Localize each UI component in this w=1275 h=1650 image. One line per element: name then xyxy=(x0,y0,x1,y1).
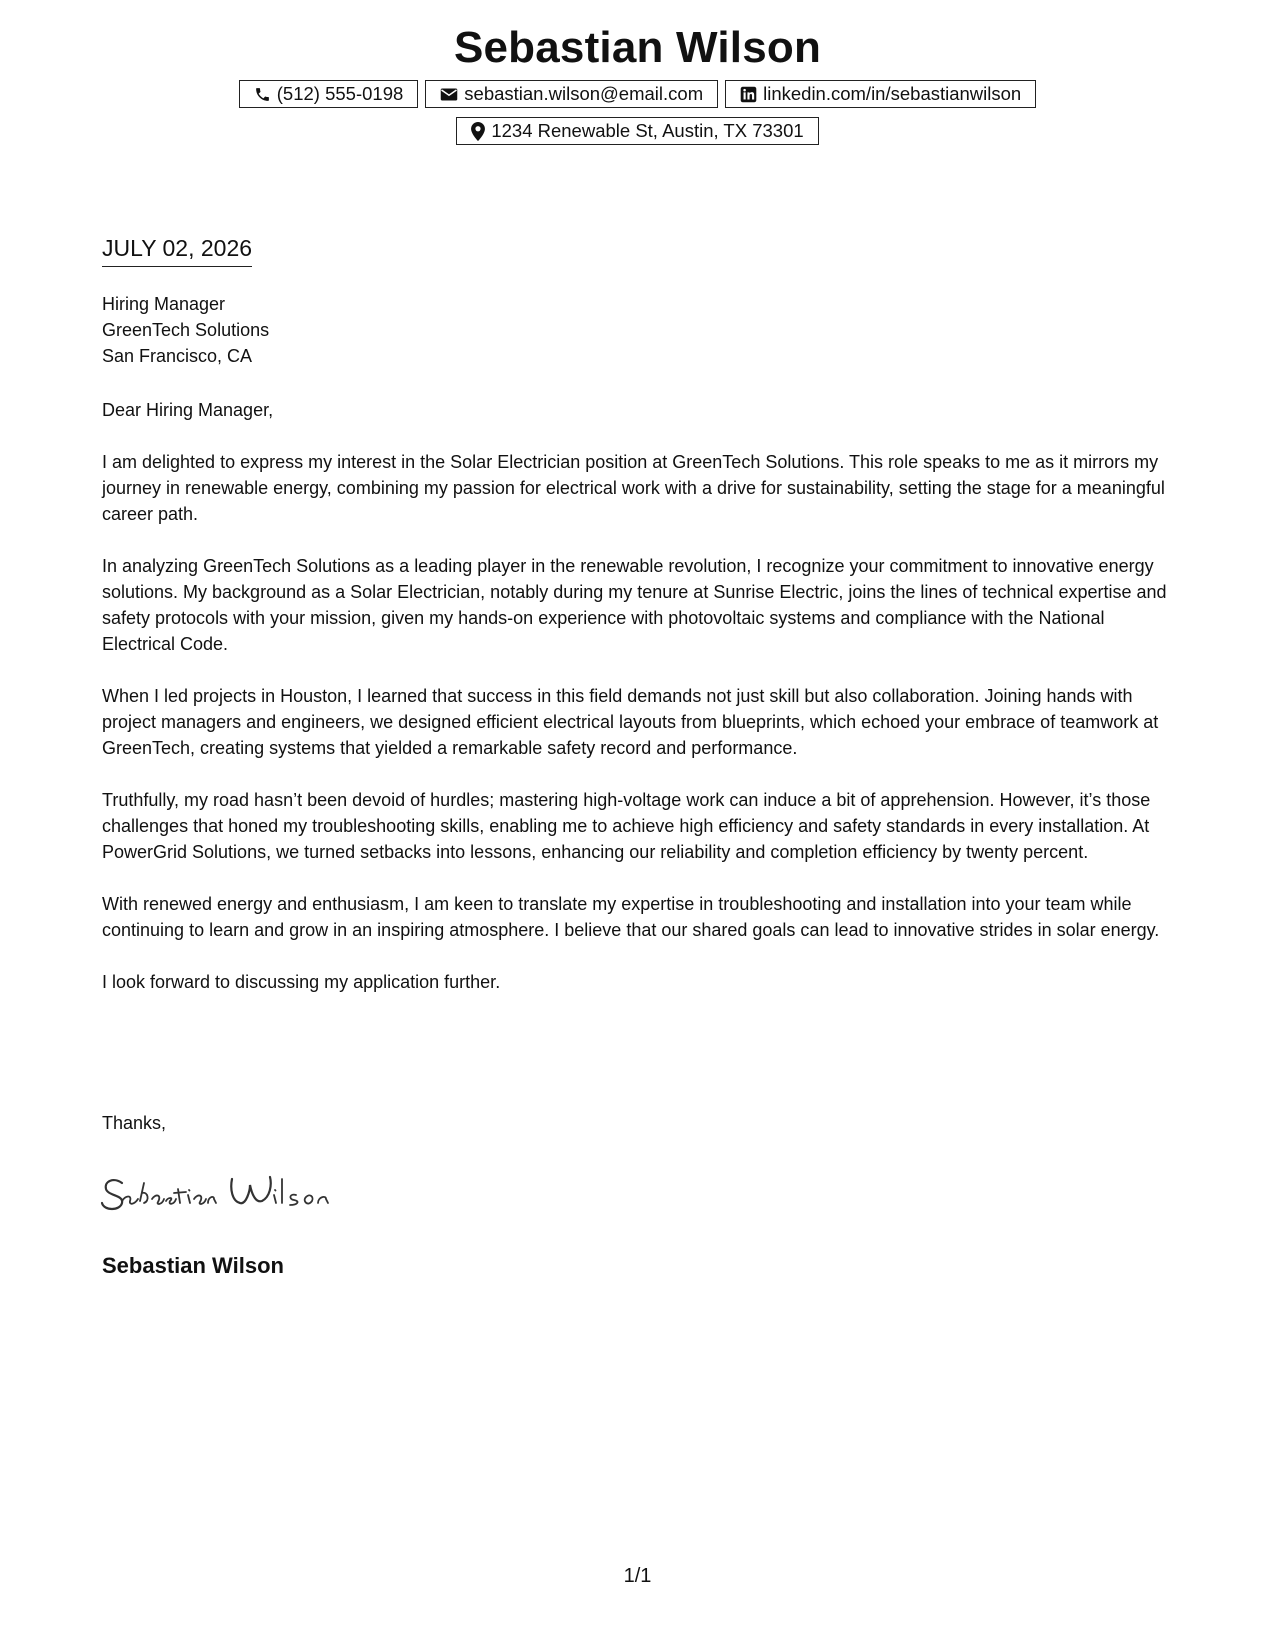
closing-line: Thanks, xyxy=(102,1113,167,1133)
body-paragraph: I am delighted to express my interest in the Solar Electrician position at GreenTech Solutions. This role speaks to me as it mirrors my journey in renewable energy, combining my passion for electrical work with a drive for sustainability, setting the stage for a meaningful career path. xyxy=(102,452,1165,524)
body-paragraph: Truthfully, my road hasn’t been devoid of hurdles; mastering high-voltage work can induce a bit of apprehension. However, it’s those challenges that honed my troubleshooting skills, enabling me to achieve high efficiency and safety standards in every installation. At PowerGrid Solutions, we turned setbacks into lessons, enhancing our reliability and completion efficiency by twenty percent. xyxy=(102,790,1151,862)
signed-name: Sebastian Wilson xyxy=(102,1253,284,1278)
handwritten-signature xyxy=(100,1165,370,1217)
envelope-icon xyxy=(440,87,458,102)
map-pin-icon xyxy=(471,122,485,141)
applicant-name: Sebastian Wilson xyxy=(453,23,822,72)
body-paragraph: I look forward to discussing my application further. xyxy=(102,972,501,992)
contact-row-secondary xyxy=(0,117,1275,145)
recipient-company: GreenTech Solutions xyxy=(102,320,270,340)
contact-row-primary xyxy=(0,80,1275,108)
phone-icon xyxy=(254,86,271,103)
linkedin-contact[interactable] xyxy=(725,80,1036,108)
phone-text: (512) 555-0198 xyxy=(276,83,404,104)
phone-contact[interactable] xyxy=(239,80,419,108)
letter-date: JULY 02, 2026 xyxy=(102,234,252,267)
address-contact[interactable] xyxy=(456,117,818,145)
address-text: 1234 Renewable St, Austin, TX 73301 xyxy=(491,120,804,141)
recipient-block xyxy=(102,291,269,369)
linkedin-icon xyxy=(740,86,757,103)
recipient-title: Hiring Manager xyxy=(102,294,226,314)
linkedin-text: linkedin.com/in/sebastianwilson xyxy=(763,83,1022,104)
page-number: 1/1 xyxy=(623,1565,652,1587)
email-contact[interactable] xyxy=(425,80,718,108)
body-paragraph: When I led projects in Houston, I learned that success in this field demands not just skill but also collaboration. Joining hands with project managers and engineers, we designed efficient electrical layouts from blueprints, which echoed your embrace of teamwork at GreenTech, creating systems that yielded a remarkable safety record and performance. xyxy=(102,686,1159,758)
body-paragraph: In analyzing GreenTech Solutions as a leading player in the renewable revolution, I recognize your commitment to innovative energy solutions. My background as a Solar Electrician, notably during my tenure at Sunrise Electric, joins the lines of technical expertise and safety protocols with your mission, given my hands-on experience with photovoltaic systems and compliance with the National Electrical Code. xyxy=(102,556,1167,654)
salutation: Dear Hiring Manager, xyxy=(102,400,274,420)
email-text: sebastian.wilson@email.com xyxy=(464,83,704,104)
body-paragraph: With renewed energy and enthusiasm, I am keen to translate my expertise in troubleshooting and installation into your team while continuing to learn and grow in an inspiring atmosphere. I believe that our shared goals can lead to innovative strides in solar energy. xyxy=(102,894,1160,940)
letter-body xyxy=(102,397,1182,1021)
recipient-location: San Francisco, CA xyxy=(102,346,253,366)
